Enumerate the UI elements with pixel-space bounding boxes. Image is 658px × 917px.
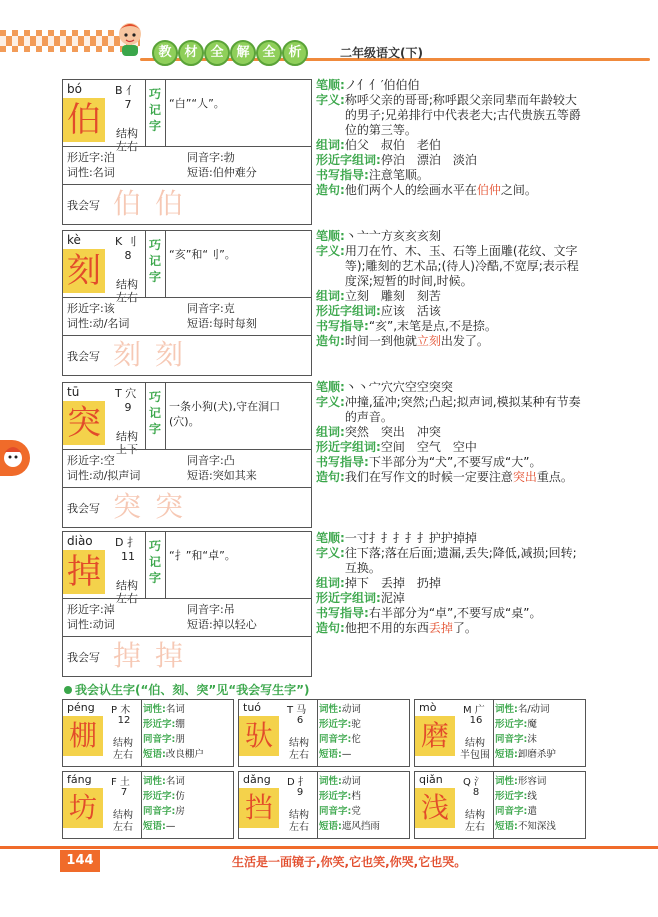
- header-title-char: 全: [256, 40, 282, 66]
- radical: D 扌: [115, 536, 138, 549]
- recognize-char-card-5: [414, 771, 586, 839]
- pinyin: kè: [67, 233, 81, 247]
- structure-type: 左右: [289, 822, 309, 833]
- zaoju-label: 造句:: [316, 621, 345, 635]
- sxzd: “亥”,末笔是点,不是捺。: [368, 319, 497, 333]
- info-right: [187, 150, 257, 180]
- side-tab: [0, 440, 30, 476]
- recognize-char-card-1: [238, 699, 410, 767]
- structure: [107, 732, 139, 762]
- xingjin: 形近字:淖: [67, 603, 115, 616]
- divider: [63, 146, 311, 147]
- structure-label: 结构: [465, 738, 485, 749]
- cixing: 词性:动/拟声词: [67, 469, 141, 482]
- info-left: [67, 150, 115, 180]
- pinyin: mò: [419, 701, 437, 714]
- zaoju-text-end: 重点。: [536, 470, 573, 484]
- structure-label: 结构: [116, 579, 138, 592]
- structure-label: 结构: [113, 810, 133, 821]
- info-right: [187, 602, 257, 632]
- pinyin: qiǎn: [419, 773, 443, 786]
- ziyi-label: 字义:: [316, 395, 345, 409]
- cixing: 词性:动词: [67, 618, 115, 631]
- xjzc: 停泊 漂泊 淡泊: [380, 153, 477, 167]
- pinyin: diào: [67, 534, 93, 548]
- big-char: 伯: [63, 98, 105, 142]
- qiao-ji-label: 巧记字: [149, 390, 162, 436]
- structure-label: 结构: [113, 738, 133, 749]
- grade-label: 二年级语文(下): [340, 46, 423, 60]
- bishun-label: 笔顺:: [316, 380, 345, 394]
- zuci: 立刻 雕刻 刻苦: [344, 289, 441, 303]
- trace-chars: 伯伯: [113, 187, 198, 220]
- zaoju-label: 造句:: [316, 334, 345, 348]
- structure: [107, 804, 139, 834]
- divider: [145, 80, 146, 146]
- char-card-3: [62, 531, 312, 677]
- structure-type: 左右: [113, 822, 133, 833]
- sxzd: 注意笔顺。: [368, 168, 429, 182]
- xingjin: 形近字:空: [67, 454, 115, 467]
- divider: [493, 772, 494, 838]
- trace-chars: 掉掉: [113, 639, 198, 672]
- char-info: [319, 774, 380, 834]
- radical: M 广: [463, 705, 485, 716]
- cixing: 词性:名/动词: [495, 704, 550, 715]
- duanyu: 短语:不知深浅: [495, 821, 556, 832]
- zaoju-text: 我们在写作文的时候一定要注意: [344, 470, 513, 484]
- xingjin: 形近字:魔: [495, 719, 537, 730]
- pinyin: fáng: [67, 773, 92, 786]
- zaoju-text-end: 了。: [452, 621, 477, 635]
- xjzc-label: 形近字组词:: [316, 591, 381, 605]
- bishun: 丶亠亠方亥亥亥刻: [344, 229, 441, 243]
- mascot-icon: [112, 20, 148, 58]
- ziyi-label: 字义:: [316, 93, 345, 107]
- zaoju-highlight: 伯仲: [476, 183, 501, 197]
- char-explanation-0: [316, 78, 588, 198]
- xjzc-label: 形近字组词:: [316, 440, 381, 454]
- tongyin: 同音字:房: [143, 806, 185, 817]
- cixing: 词性:动词: [319, 776, 361, 787]
- structure-label: 结构: [116, 278, 138, 291]
- structure-type: 左右: [289, 750, 309, 761]
- tongyin: 同音字:遣: [495, 806, 537, 817]
- structure-type: 半包围: [460, 750, 490, 761]
- footer-divider: [0, 846, 658, 849]
- divider: [141, 700, 142, 766]
- section-title: 我会认生字(“伯、刻、突”见“我会写生字”): [75, 683, 310, 697]
- structure: [459, 732, 491, 762]
- pinyin: tuó: [243, 701, 262, 714]
- divider: [493, 700, 494, 766]
- wohui-label: 我会写: [67, 651, 100, 664]
- header-title-char: 教: [152, 40, 178, 66]
- qiao-ji-label: 巧记字: [149, 539, 162, 585]
- stroke-count: 6: [296, 715, 304, 726]
- divider: [165, 532, 166, 598]
- structure: [109, 265, 145, 304]
- header-title-char: 析: [282, 40, 308, 66]
- sxzd: 右半部分为“卓”,不要写成“桌”。: [368, 606, 542, 620]
- structure-type: 左右: [465, 822, 485, 833]
- wohui-label: 我会写: [67, 199, 100, 212]
- stroke-count: 8: [472, 787, 480, 798]
- xingjin: 形近字:线: [495, 791, 537, 802]
- structure: [109, 417, 145, 456]
- qiao-ji-label: 巧记字: [149, 87, 162, 133]
- duanyu: 短语:掉以轻心: [187, 618, 257, 631]
- radical: K 刂: [115, 235, 137, 248]
- divider: [317, 700, 318, 766]
- pinyin: bó: [67, 82, 82, 96]
- trace-chars: 刻刻: [113, 338, 198, 371]
- sxzd-label: 书写指导:: [316, 606, 369, 620]
- divider: [145, 383, 146, 449]
- big-char: 浅: [415, 788, 455, 828]
- stroke-count: 7: [120, 787, 128, 798]
- zuci: 伯父 叔伯 老伯: [344, 138, 441, 152]
- pinyin: dǎng: [243, 773, 271, 786]
- xjzc: 泥淖: [380, 591, 405, 605]
- big-char: 驮: [239, 716, 279, 756]
- ziyi-label: 字义:: [316, 546, 345, 560]
- radical: T 马: [287, 705, 307, 716]
- xingjin: 形近字:驼: [319, 719, 361, 730]
- stroke-count: 16: [469, 715, 483, 726]
- tongyin: 同音字:朋: [143, 734, 185, 745]
- recognize-char-card-4: [238, 771, 410, 839]
- zaoju-text-end: 之间。: [500, 183, 537, 197]
- structure-label: 结构: [116, 127, 138, 140]
- structure: [109, 114, 145, 153]
- tongyin: 同音字:凸: [187, 454, 235, 467]
- char-explanation-1: [316, 229, 588, 349]
- zaoju-text: 他把不用的东西: [344, 621, 429, 635]
- bishun-label: 笔顺:: [316, 531, 345, 545]
- xingjin: 形近字:该: [67, 302, 115, 315]
- sxzd: 下半部分为“犬”,不要写成“大”。: [368, 455, 542, 469]
- zuci-label: 组词:: [316, 425, 345, 439]
- structure: [283, 732, 315, 762]
- xjzc-label: 形近字组词:: [316, 153, 381, 167]
- structure-type: 左右: [116, 592, 138, 605]
- tongyin: 同音字:佗: [319, 734, 361, 745]
- structure: [459, 804, 491, 834]
- char-info: [143, 702, 204, 762]
- header-title-char: 解: [230, 40, 256, 66]
- pinyin: tū: [67, 385, 80, 399]
- recognize-char-card-3: [62, 771, 234, 839]
- duanyu: 短语:每时每刻: [187, 317, 257, 330]
- zaoju-highlight: 立刻: [416, 334, 441, 348]
- wohui-label: 我会写: [67, 502, 100, 515]
- cixing: 词性:名词: [143, 776, 185, 787]
- cixing: 词性:名词: [67, 166, 115, 179]
- divider: [317, 772, 318, 838]
- tongyin: 同音字:党: [319, 806, 361, 817]
- ziyi: 称呼父亲的哥哥;称呼跟父亲同辈而年龄较大的男子;兄弟排行中代表老大;古代贵族五等爵位的第三等。: [344, 93, 581, 137]
- radical: T 穴: [115, 387, 137, 400]
- bishun: 一寸扌扌扌扌扌护护掉掉: [344, 531, 477, 545]
- divider: [63, 598, 311, 599]
- xingjin: 形近字:仿: [143, 791, 185, 802]
- divider: [141, 772, 142, 838]
- duanyu: 短语:改良棚户: [143, 749, 204, 760]
- structure-type: 左右: [116, 291, 138, 304]
- structure-label: 结构: [289, 738, 309, 749]
- recognize-char-card-2: [414, 699, 586, 767]
- stroke-count: 11: [121, 550, 135, 563]
- duanyu: 短语:—: [143, 821, 176, 832]
- divider: [145, 231, 146, 297]
- bishun: 丶丶宀穴穴空空突突: [344, 380, 453, 394]
- bishun-label: 笔顺:: [316, 229, 345, 243]
- duanyu: 短语:卸磨杀驴: [495, 749, 556, 760]
- cixing: 词性:形容词: [495, 776, 547, 787]
- big-char: 突: [63, 401, 105, 445]
- bullet-icon: [64, 686, 72, 694]
- info-left: [67, 301, 129, 331]
- ziyi: 冲撞,猛冲;突然;凸起;拟声词,模拟某种有节奏的声音。: [344, 395, 581, 424]
- big-char: 棚: [63, 716, 103, 756]
- char-info: [495, 702, 556, 762]
- trace-chars: 突突: [113, 490, 198, 523]
- section-heading: [64, 681, 310, 698]
- structure-label: 结构: [465, 810, 485, 821]
- zuci-label: 组词:: [316, 138, 345, 152]
- ziyi-label: 字义:: [316, 244, 345, 258]
- info-left: [67, 602, 115, 632]
- radical: F 土: [111, 777, 130, 788]
- divider: [63, 297, 311, 298]
- zaoju-label: 造句:: [316, 183, 345, 197]
- wohui-label: 我会写: [67, 350, 100, 363]
- big-char: 坊: [63, 788, 103, 828]
- cixing: 词性:名词: [143, 704, 185, 715]
- divider: [63, 449, 311, 450]
- xjzc-label: 形近字组词:: [316, 304, 381, 318]
- radical: P 木: [111, 705, 131, 716]
- memory-tip: “白”“人”。: [169, 97, 225, 110]
- divider: [165, 383, 166, 449]
- header-title-char: 全: [204, 40, 230, 66]
- big-char: 掉: [63, 550, 105, 594]
- recognize-char-card-0: [62, 699, 234, 767]
- duanyu: 短语:—: [319, 749, 352, 760]
- tongyin: 同音字:吊: [187, 603, 235, 616]
- zaoju-label: 造句:: [316, 470, 345, 484]
- memory-tip: “扌”和“卓”。: [169, 549, 236, 562]
- big-char: 挡: [239, 788, 279, 828]
- cixing: 词性:动词: [319, 704, 361, 715]
- tongyin: 同音字:克: [187, 302, 235, 315]
- stroke-count: 12: [117, 715, 131, 726]
- memory-tip: “亥”和“刂”。: [169, 248, 236, 261]
- structure-label: 结构: [116, 430, 138, 443]
- qiao-ji-label: 巧记字: [149, 238, 162, 284]
- duanyu: 短语:突如其来: [187, 469, 257, 482]
- zaoju-text: 时间一到他就: [344, 334, 417, 348]
- info-left: [67, 453, 140, 483]
- char-explanation-3: [316, 531, 588, 636]
- sxzd-label: 书写指导:: [316, 168, 369, 182]
- structure-type: 左右: [113, 750, 133, 761]
- char-info: [495, 774, 556, 834]
- info-right: [187, 301, 257, 331]
- char-info: [143, 774, 185, 834]
- zaoju-highlight: 丢掉: [428, 621, 453, 635]
- info-right: [187, 453, 257, 483]
- cixing: 词性:动/名词: [67, 317, 130, 330]
- char-info: [319, 702, 361, 762]
- xjzc: 空间 空气 空中: [380, 440, 477, 454]
- xingjin: 形近字:档: [319, 791, 361, 802]
- stroke-count: 7: [124, 98, 132, 111]
- zuci: 掉下 丢掉 扔掉: [344, 576, 441, 590]
- tongyin: 同音字:勃: [187, 151, 235, 164]
- sxzd-label: 书写指导:: [316, 319, 369, 333]
- structure: [109, 566, 145, 605]
- xjzc: 应该 活该: [380, 304, 441, 318]
- char-card-1: [62, 230, 312, 376]
- structure-label: 结构: [289, 810, 309, 821]
- radical: Q 氵: [463, 777, 485, 788]
- stroke-count: 9: [296, 787, 304, 798]
- xingjin: 形近字:泊: [67, 151, 115, 164]
- zaoju-text: 他们两个人的绘画水平在: [344, 183, 477, 197]
- sxzd-label: 书写指导:: [316, 455, 369, 469]
- duanyu: 短语:伯仲难分: [187, 166, 257, 179]
- zuci-label: 组词:: [316, 576, 345, 590]
- zaoju-highlight: 突出: [512, 470, 537, 484]
- char-card-0: [62, 79, 312, 225]
- structure: [283, 804, 315, 834]
- memory-tip: 一条小狗(犬),守在洞口(穴)。: [169, 400, 281, 428]
- structure-type: 上下: [116, 443, 138, 456]
- divider: [165, 231, 166, 297]
- bishun: ノ亻亻′伯伯伯: [344, 78, 420, 92]
- footer-motto: 生活是一面镜子,你笑,它也笑,你哭,它也哭。: [232, 855, 467, 869]
- structure-type: 左右: [116, 140, 138, 153]
- big-char: 磨: [415, 716, 455, 756]
- divider: [145, 532, 146, 598]
- xingjin: 形近字:绷: [143, 719, 185, 730]
- zaoju-text-end: 出发了。: [440, 334, 489, 348]
- char-card-2: [62, 382, 312, 528]
- ziyi: 用刀在竹、木、玉、石等上面雕(花纹、文字等);雕刻的艺术品;(待人)冷酷,不宽厚;表示程度深;短暂的时间,时候。: [344, 244, 579, 288]
- header-title-char: 材: [178, 40, 204, 66]
- pinyin: péng: [67, 701, 95, 714]
- radical: D 扌: [287, 777, 308, 788]
- page-number: 144: [60, 850, 100, 872]
- divider: [165, 80, 166, 146]
- radical: B 亻: [115, 84, 138, 97]
- bishun-label: 笔顺:: [316, 78, 345, 92]
- duanyu: 短语:遮风挡雨: [319, 821, 380, 832]
- zuci: 突然 突出 冲突: [344, 425, 441, 439]
- stroke-count: 9: [124, 401, 132, 414]
- big-char: 刻: [63, 249, 105, 293]
- char-explanation-2: [316, 380, 588, 485]
- tongyin: 同音字:沫: [495, 734, 537, 745]
- ziyi: 往下落;落在后面;遗漏,丢失;降低,减损;回转;互换。: [344, 546, 577, 575]
- stroke-count: 8: [124, 249, 132, 262]
- zuci-label: 组词:: [316, 289, 345, 303]
